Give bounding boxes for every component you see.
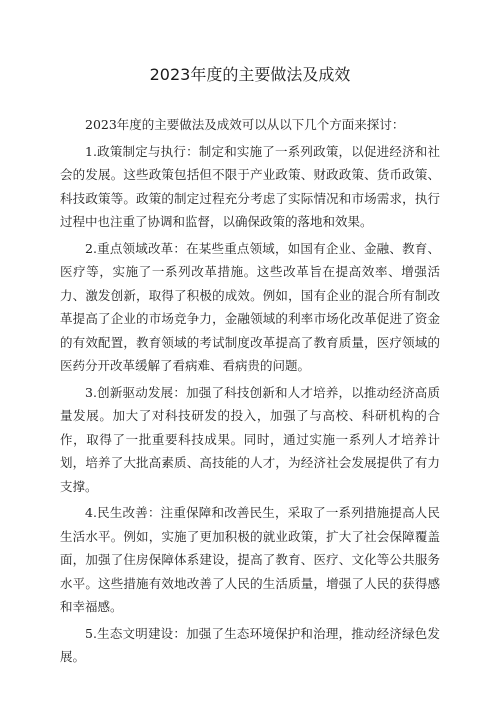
paragraph-reform: 2.重点领域改革：在某些重点领域，如国有企业、金融、教育、医疗等，实施了一系列改革措施。这些改革旨在提高效率、增强活力、激发创新，取得了积极的成效。例如，国有企业的混合所有制改革提高了企业的市场竞争力，金融领域的利率市场化改革促进了资金的有效配置，教育领域的考试制度改革提高了教育质量，医疗领域的医药分开改革缓解了看病难、看病贵的问题。 bbox=[60, 240, 440, 373]
paragraph-policy: 1.政策制定与执行：制定和实施了一系列政策，以促进经济和社会的发展。这些政策包括但不限于产业政策、财政政策、货币政策、科技政策等。政策的制定过程充分考虑了实际情况和市场需求，执行过程中也注重了协调和监督，以确保政策的落地和效果。 bbox=[60, 143, 440, 229]
paragraph-innovation: 3.创新驱动发展：加强了科技创新和人才培养，以推动经济高质量发展。加大了对科技研发的投入，加强了与高校、科研机构的合作，取得了一批重要科技成果。同时，通过实施一系列人才培养计划，培养了大批高素质、高技能的人才，为经济社会发展提供了有力支撑。 bbox=[60, 384, 440, 494]
paragraph-livelihood: 4.民生改善：注重保障和改善民生，采取了一系列措施提高人民生活水平。例如，实施了更加积极的就业政策，扩大了社会保障覆盖面，加强了住房保障体系建设，提高了教育、医疗、文化等公共服务水平。这些措施有效地改善了人民的生活质量，增强了人民的获得感和幸福感。 bbox=[60, 505, 440, 614]
document-title: 2023年度的主要做法及成效 bbox=[149, 65, 351, 84]
intro-paragraph: 2023年度的主要做法及成效可以从以下几个方面来探讨： bbox=[85, 117, 405, 132]
paragraph-ecology: 5.生态文明建设：加强了生态环境保护和治理，推动经济绿色发展。 bbox=[60, 625, 440, 664]
